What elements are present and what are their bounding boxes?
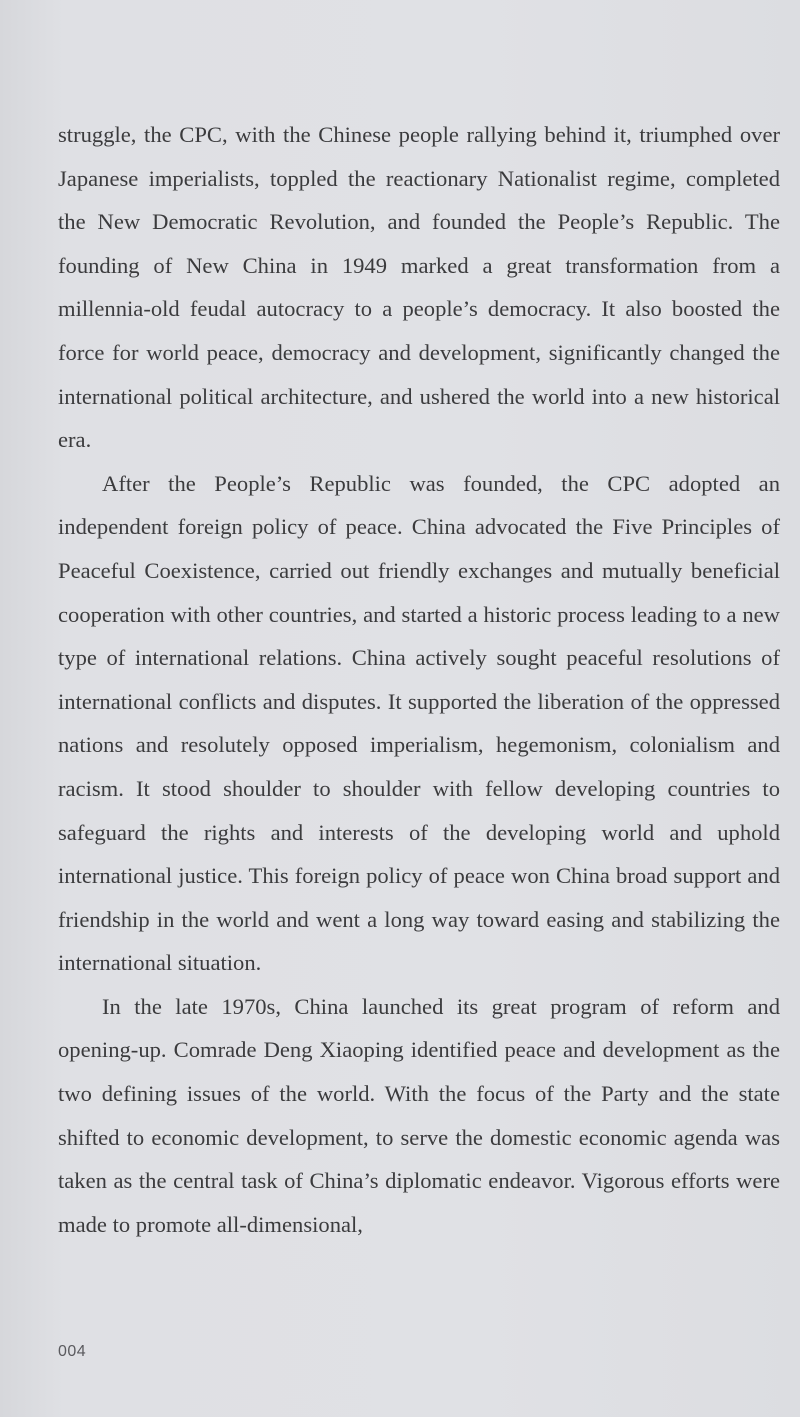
paragraph-2: After the People’s Republic was founded, the CPC adopted an independent foreign policy of peace. China advocated the Five Principles of Peaceful Coexistence, carried out friendly exchanges and mutually beneficial cooperation with other countries, and started a historic process leading to a new type of international relations. China actively sought peaceful resolutions of international conflicts and disputes. It supported the liberation of the oppressed nations and resolutely opposed imperialism, hegemonism, colonialism and racism. It stood shoulder to shoulder with fellow developing countries to safeguard the rights and interests of the developing world and uphold international justice. This foreign policy of peace won China broad support and friendship in the world and went a long way toward easing and stabilizing the international situation. bbox=[58, 470, 780, 976]
body-text bbox=[58, 113, 780, 1246]
page-number: 004 bbox=[58, 1343, 87, 1360]
paragraph-3: In the late 1970s, China launched its great program of reform and opening-up. Comrade Deng Xiaoping identified peace and development as the two defining issues of the world. With the focus of the Party and the state shifted to economic development, to serve the domestic economic agenda was taken as the central task of China’s diplomatic endeavor. Vigorous efforts were made to promote all-dimensional, bbox=[58, 993, 780, 1237]
paragraph-1: struggle, the CPC, with the Chinese people rallying behind it, triumphed over Japanese imperialists, toppled the reactionary Nationalist regime, completed the New Democratic Revolution, and founded the People’s Republic. The founding of New China in 1949 marked a great transformation from a millennia-old feudal autocracy to a people’s democracy. It also boosted the force for world peace, democracy and development, significantly changed the international political architecture, and ushered the world into a new historical era. bbox=[58, 122, 780, 453]
